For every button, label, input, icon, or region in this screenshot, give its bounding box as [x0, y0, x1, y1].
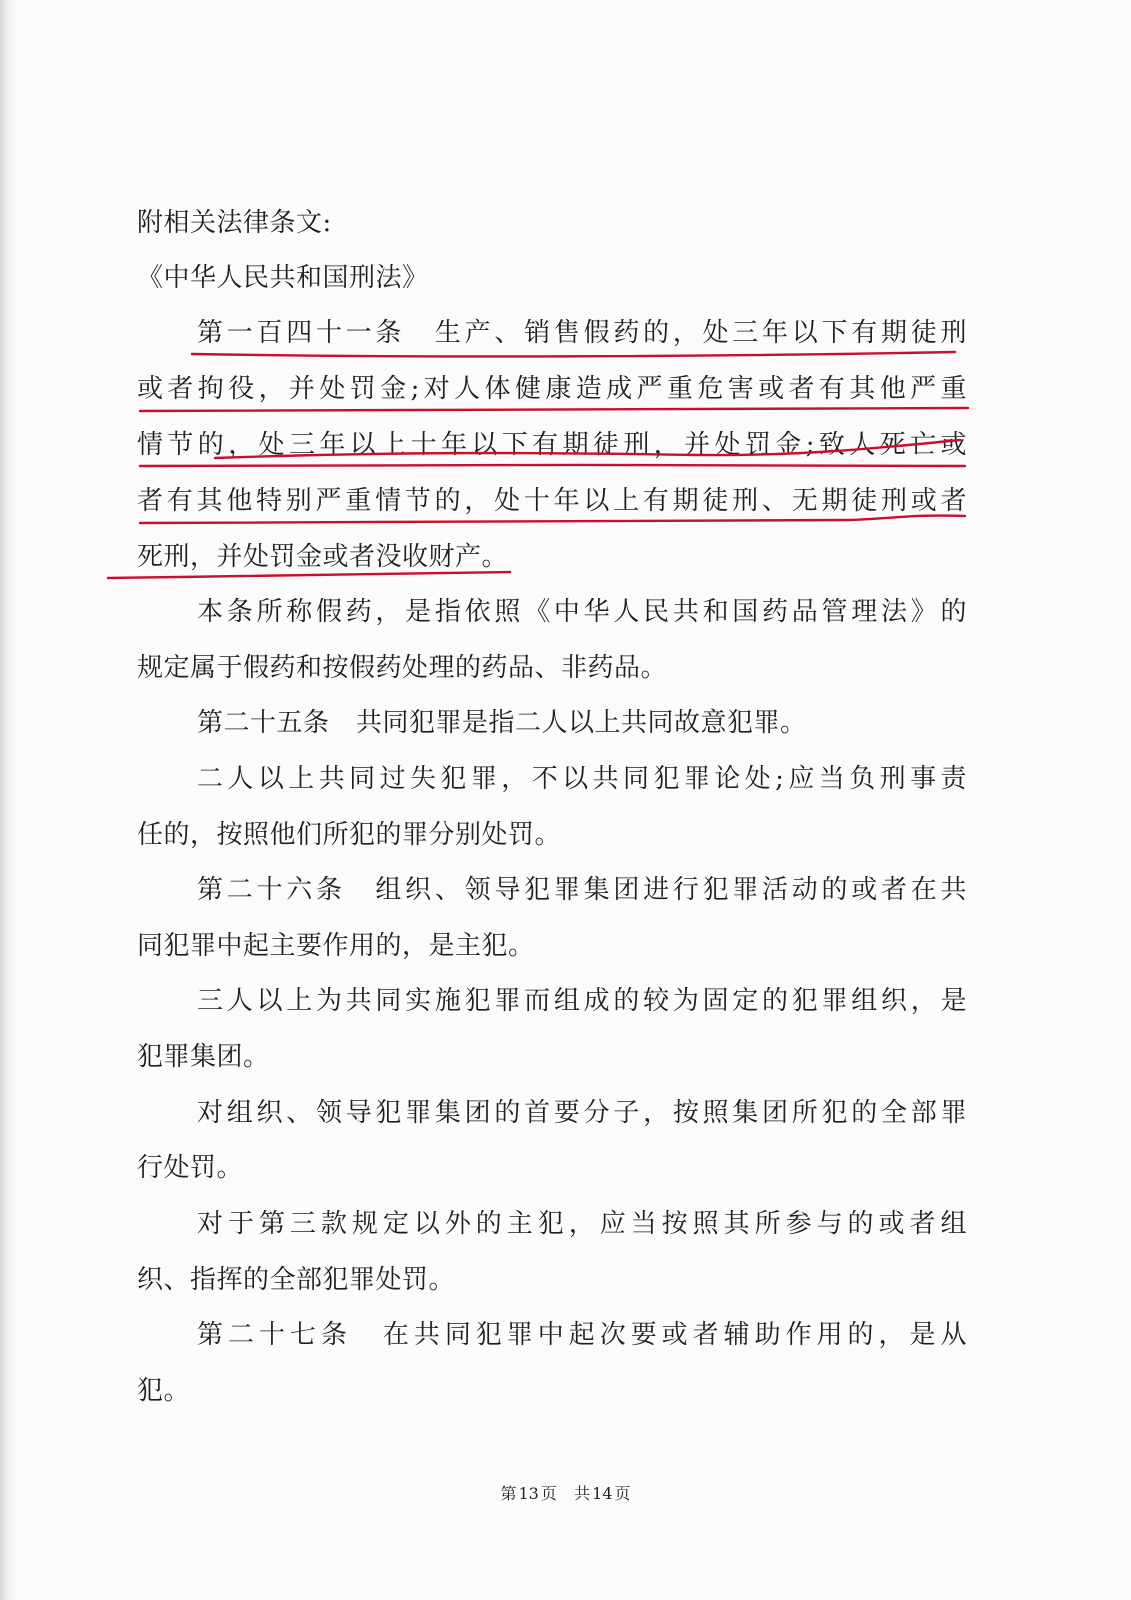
underline-line-3 [140, 465, 965, 466]
text-line-7: 规定属于假药和按假药处理的药品、非药品。 [137, 653, 668, 683]
text-line-11: 第二十六条 组织、领导犯罪集团进行犯罪活动的或者在共 [197, 875, 967, 905]
text-line-3: 情节的，处三年以上十年以下有期徒刑，并处罚金;致人死亡或 [137, 430, 967, 460]
text-line-12: 同犯罪中起主要作用的，是主犯。 [137, 931, 535, 961]
text-line-4: 者有其他特别严重情节的，处十年以上有期徒刑、无期徒刑或者 [137, 486, 967, 516]
underline-line-2 [140, 408, 968, 411]
footer-total-label: 共 [574, 1484, 591, 1503]
attachment-heading: 附相关法律条文: [137, 208, 332, 238]
text-line-5: 死刑，并处罚金或者没收财产。 [137, 542, 509, 572]
footer-page-number: 13 [518, 1484, 539, 1503]
text-line-14: 犯罪集团。 [137, 1042, 270, 1072]
text-line-18: 织、指挥的全部犯罪处罚。 [137, 1265, 456, 1295]
text-line-6: 本条所称假药，是指依照《中华人民共和国药品管理法》的 [197, 597, 967, 627]
footer-total-number: 14 [592, 1484, 613, 1503]
page-footer [0, 1484, 1131, 1504]
scan-edge-shadow [0, 0, 16, 1600]
text-line-13: 三人以上为共同实施犯罪而组成的较为固定的犯罪组织，是 [197, 986, 967, 1016]
text-line-1: 第一百四十一条 生产、销售假药的，处三年以下有期徒刑 [197, 318, 967, 348]
law-title: 《中华人民共和国刑法》 [137, 263, 429, 293]
text-line-10: 任的，按照他们所犯的罪分别处罚。 [137, 820, 562, 850]
text-line-2: 或者拘役，并处罚金;对人体健康造成严重危害或者有其他严重 [137, 374, 967, 404]
text-line-8: 第二十五条 共同犯罪是指二人以上共同故意犯罪。 [197, 708, 807, 738]
text-line-16: 行处罚。 [137, 1153, 244, 1183]
text-line-17: 对于第三款规定以外的主犯，应当按照其所参与的或者组 [197, 1209, 967, 1239]
footer-page-unit: 页 [540, 1484, 557, 1503]
text-line-15: 对组织、领导犯罪集团的首要分子，按照集团所犯的全部罪 [197, 1098, 967, 1128]
text-line-19: 第二十七条 在共同犯罪中起次要或者辅助作用的，是从 [197, 1320, 967, 1350]
text-line-9: 二人以上共同过失犯罪，不以共同犯罪论处;应当负刑事责 [197, 764, 967, 794]
text-line-20: 犯。 [137, 1376, 191, 1406]
footer-total-unit: 页 [614, 1484, 631, 1503]
underline-line-1 [192, 352, 955, 356]
footer-page-label: 第 [500, 1484, 517, 1503]
